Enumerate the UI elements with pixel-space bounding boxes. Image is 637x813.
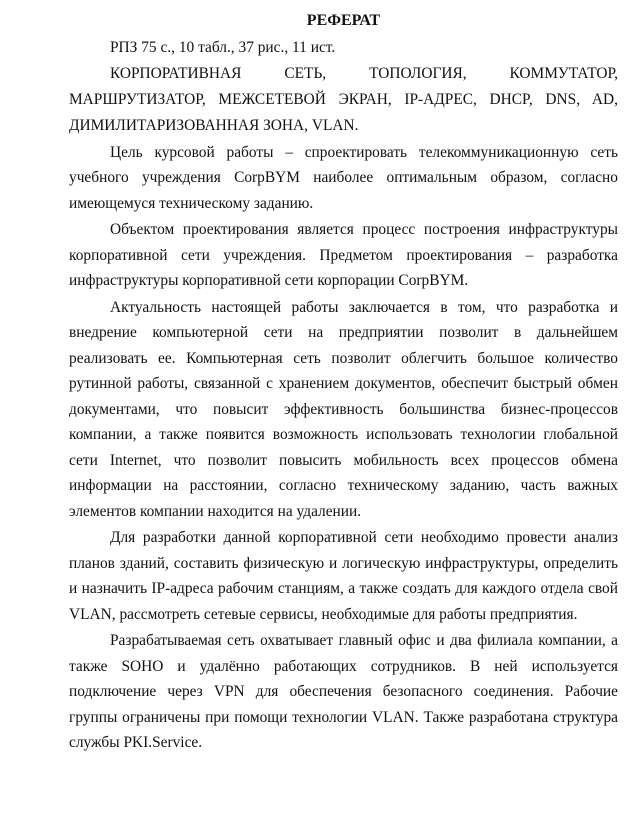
- document-meta: РПЗ 75 с., 10 табл., 37 рис., 11 ист.: [110, 39, 336, 56]
- keywords: КОРПОРАТИВНАЯ СЕТЬ, ТОПОЛОГИЯ, КОММУТАТОР, МАРШРУТИЗАТОР, МЕЖСЕТЕВОЙ ЭКРАН, IP-АДРЕС, DHCP, DNS, AD, ДИМИЛИТАРИЗОВАННАЯ ЗОНА, VLAN.: [69, 65, 618, 135]
- document-page: [69, 8, 618, 756]
- paragraph-development: Для разработки данной корпоративной сети необходимо провести анализ планов зданий, составить физическую и логическую инфраструктуры, определить и назначить IP-адреса рабочим станциям, а также создать для каждого отдела свой VLAN, рассмотреть сетевые сервисы, необходимые для работы предприятия.: [69, 529, 618, 623]
- document-title: РЕФЕРАТ: [306, 12, 381, 29]
- paragraph-relevance: Актуальность настоящей работы заключается в том, что разработка и внедрение компьютерной сети на предприятии позволит в дальнейшем реализовать ее. Компьютерная сеть позволит облегчить большое количество рутинной работы, связанной с хранением документов, обеспечит быстрый обмен документами, что повысит эффективность большинства бизнес-процессов компании, а также появится возможность использовать технологии глобальной сети Internet, что позволит повысить мобильность всех процессов обмена информации на расстоянии, согласно техническому заданию, часть важных элементов компании находится на удалении.: [69, 298, 618, 520]
- paragraph-scope: Разрабатываемая сеть охватывает главный офис и два филиала компании, а также SOHO и удалённо работающих сотрудников. В ней используется подключение через VPN для обеспечения безопасного соединения. Рабочие группы ограничены при помощи технологии VLAN. Также разработана структура службы PKI.Service.: [69, 632, 618, 752]
- paragraph-object: Объектом проектирования является процесс построения инфраструктуры корпоративной сети учреждения. Предметом проектирования – разработка инфраструктуры корпоративной сети корпорации CorpBYM.: [69, 221, 618, 290]
- paragraph-goal: Цель курсовой работы – спроектировать телекоммуникационную сеть учебного учреждения CorpBYM наиболее оптимальным образом, согласно имеющемуся техническому заданию.: [69, 143, 618, 212]
